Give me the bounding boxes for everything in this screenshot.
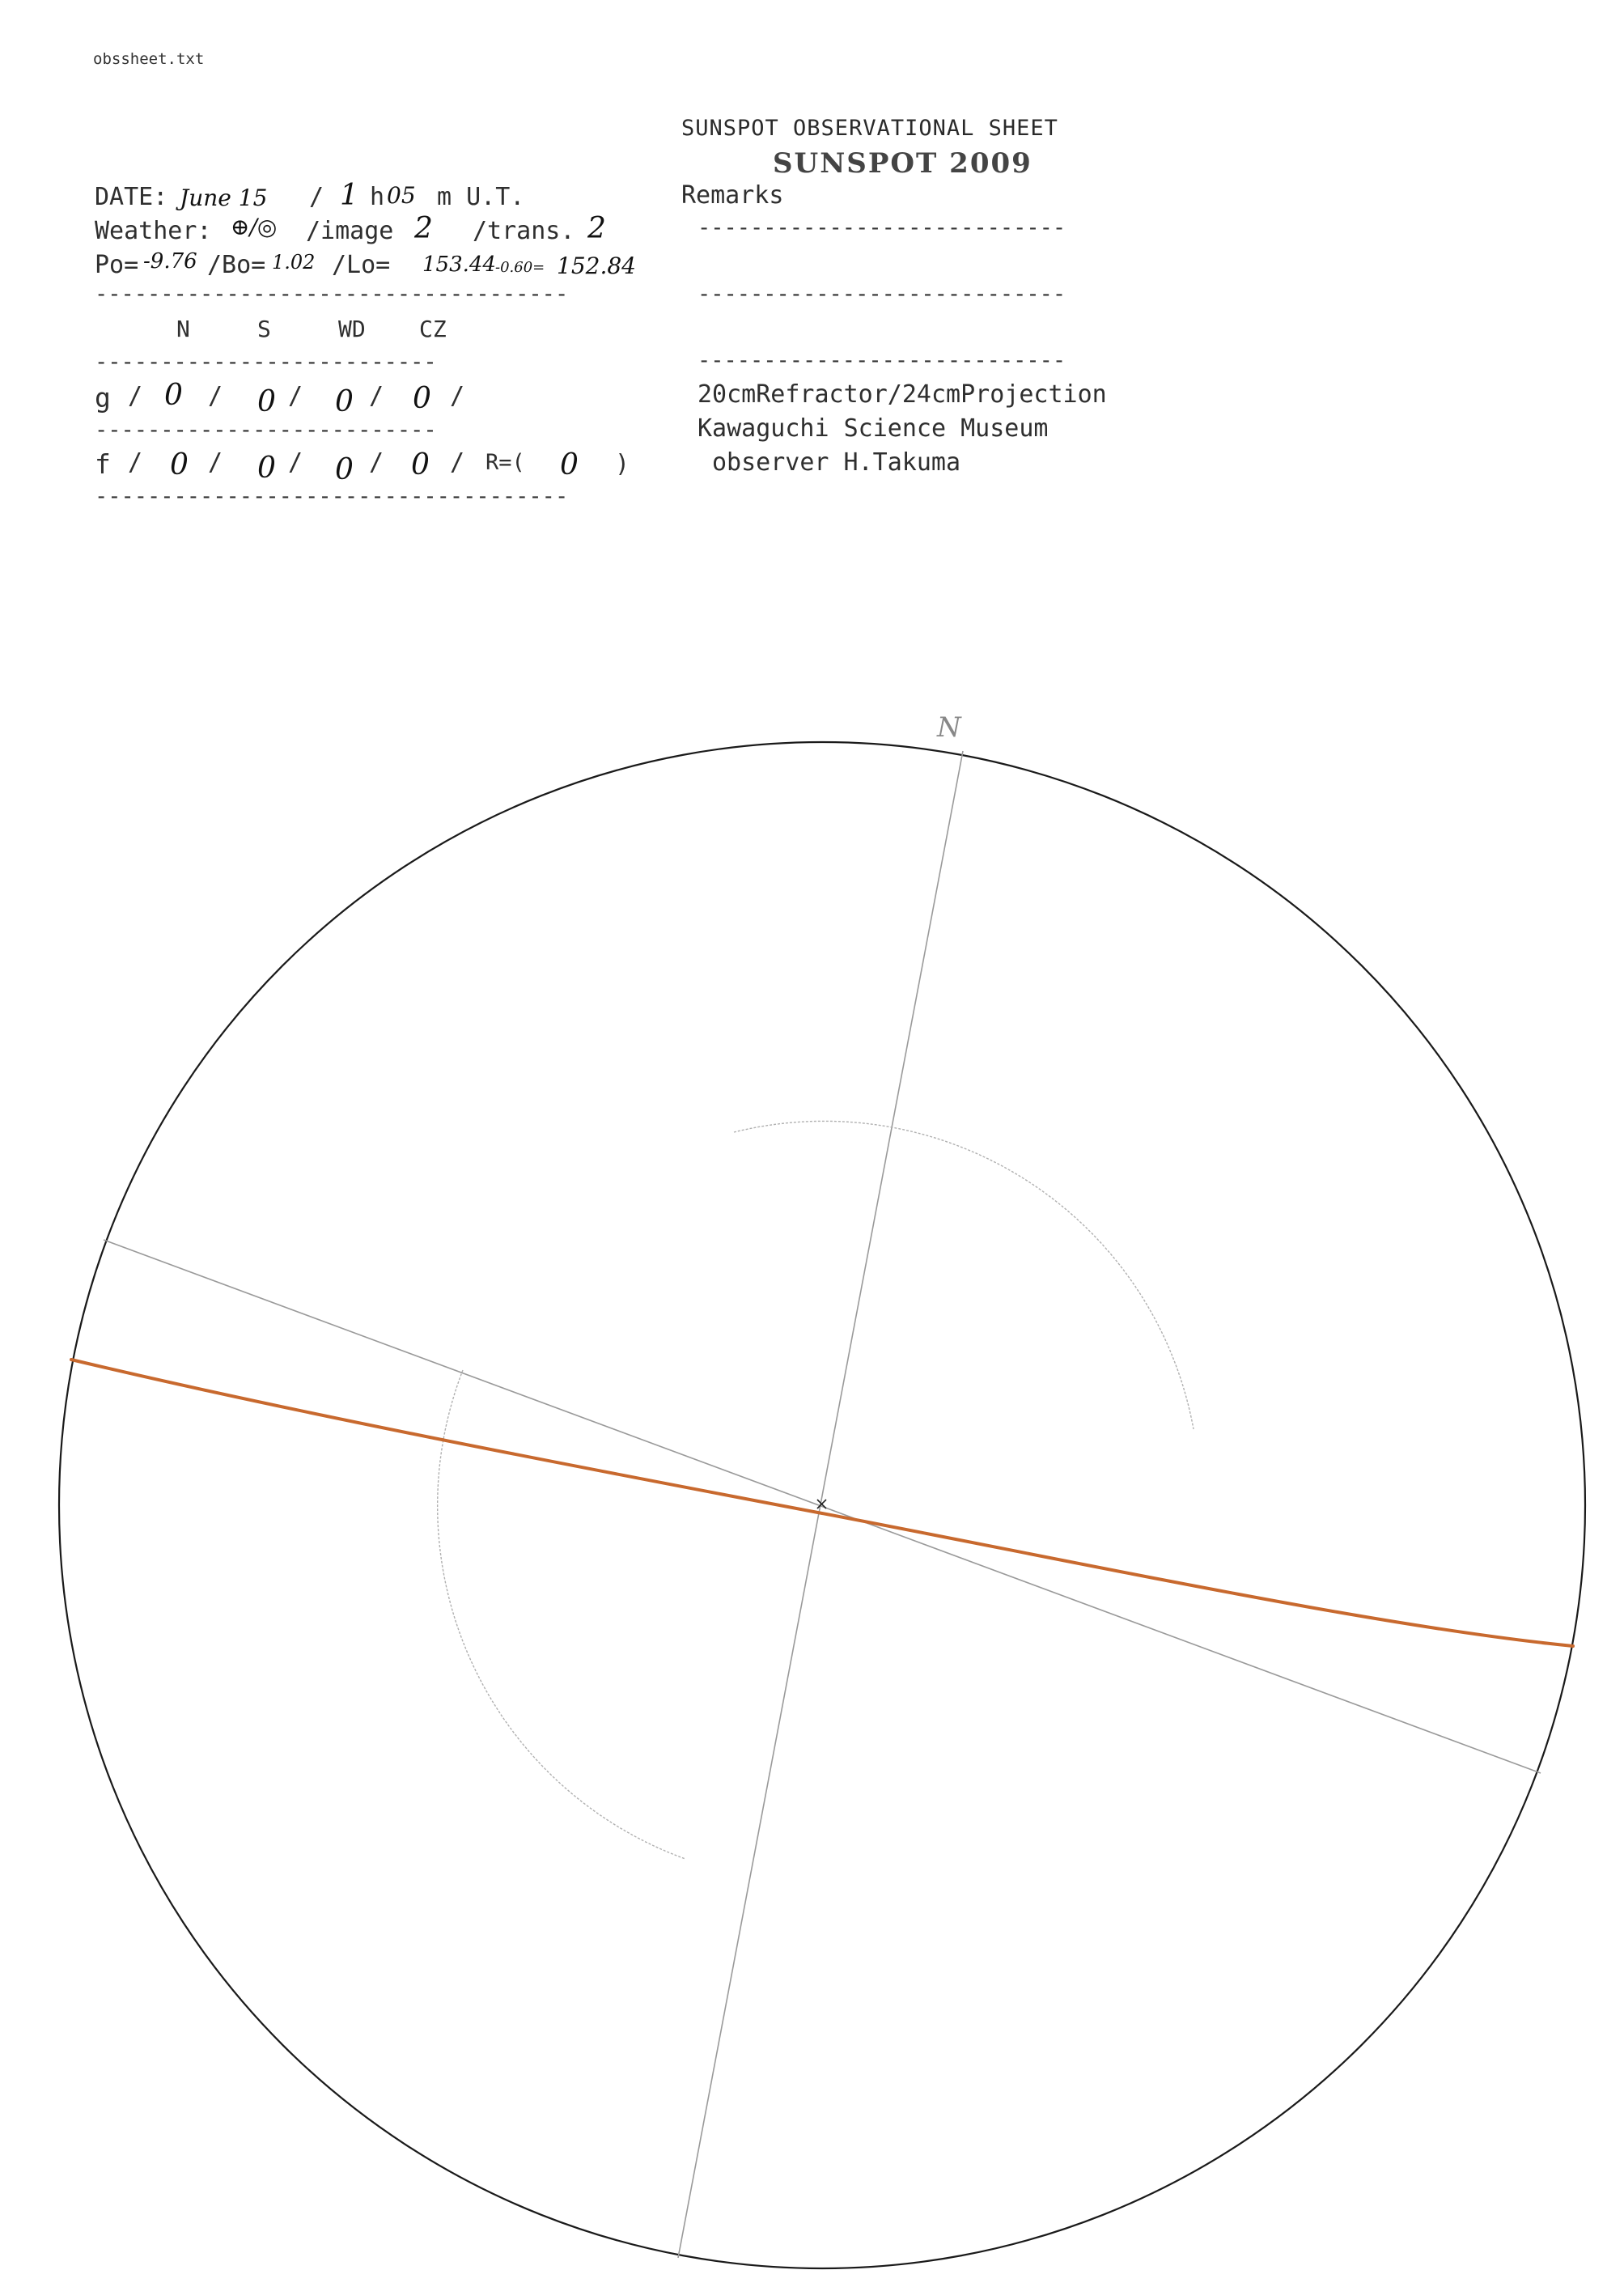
f-n-value: 0 — [170, 448, 189, 482]
minute-label: m U.T. — [437, 183, 525, 211]
column-header-s: S — [257, 316, 271, 342]
remarks-line: ---------------------------- — [698, 215, 1066, 240]
slash: / — [208, 382, 223, 410]
latitude-arc-left — [438, 1370, 685, 1859]
weather-label: Weather: — [95, 217, 212, 245]
r-value: 0 — [560, 448, 579, 482]
year-stamp: SUNSPOT 2009 — [773, 147, 1032, 180]
image-label: /image — [306, 217, 394, 245]
date-label: DATE: — [95, 183, 168, 211]
remarks-title: Remarks — [681, 181, 784, 210]
slash: / — [288, 448, 303, 477]
g-n-value: 0 — [164, 379, 183, 412]
hour-label: h — [370, 183, 385, 211]
r-close: ) — [615, 450, 630, 478]
hour-value: 1 — [340, 179, 358, 212]
column-header-n: N — [176, 316, 190, 342]
bo-value: 1.02 — [272, 251, 316, 274]
date-separator: / — [309, 183, 324, 211]
column-header-wd: WD — [338, 316, 366, 342]
column-header-cz: CZ — [419, 316, 447, 342]
g-cz-value: 0 — [413, 382, 431, 415]
po-value: -9.76 — [143, 249, 197, 274]
date-value: June 15 — [180, 185, 268, 211]
r-label: R=( — [486, 450, 525, 475]
sheet-title: SUNSPOT OBSERVATIONAL SHEET — [681, 116, 1058, 141]
row-label-g: g — [95, 382, 111, 414]
separator: -------------------------- — [95, 418, 437, 443]
north-label: N — [937, 711, 961, 744]
row-label-f: f — [95, 448, 111, 480]
f-wd-value: 0 — [335, 453, 354, 486]
slash: / — [450, 382, 465, 410]
minute-value: 05 — [387, 182, 416, 209]
slash: / — [208, 448, 223, 477]
g-s-value: 0 — [257, 385, 276, 418]
slash: / — [288, 382, 303, 410]
f-s-value: 0 — [257, 452, 276, 485]
separator: ------------------------------------ — [95, 282, 569, 307]
weather-value: ⊕/◎ — [231, 214, 278, 240]
lo-corrected-value: 152.84 — [557, 252, 636, 279]
g-wd-value: 0 — [335, 385, 354, 418]
remarks-line: ---------------------------- — [698, 348, 1066, 373]
latitude-arc-right — [734, 1121, 1194, 1429]
separator: ------------------------------------ — [95, 484, 569, 509]
perpendicular-guide-line — [104, 1240, 1541, 1773]
separator: -------------------------- — [95, 350, 437, 375]
image-value: 2 — [414, 212, 433, 245]
file-name: obssheet.txt — [93, 50, 205, 68]
lo-value: 153.44 — [422, 252, 496, 277]
slash: / — [128, 382, 143, 410]
slash: / — [450, 448, 465, 477]
po-label: Po= — [95, 251, 139, 279]
trans-value: 2 — [587, 212, 606, 245]
institution-text: Kawaguchi Science Museum — [698, 414, 1049, 443]
lo-label: /Lo= — [332, 251, 391, 279]
trans-label: /trans. — [473, 217, 575, 245]
slash: / — [369, 382, 384, 410]
bo-label: /Bo= — [207, 251, 266, 279]
slash: / — [128, 448, 143, 477]
remarks-line: ---------------------------- — [698, 282, 1066, 307]
observer-text: observer H.Takuma — [712, 448, 961, 477]
slash: / — [369, 448, 384, 477]
lo-correction: -0.60= — [495, 259, 545, 276]
instrument-text: 20cmRefractor/24cmProjection — [698, 380, 1107, 409]
f-cz-value: 0 — [411, 448, 430, 482]
